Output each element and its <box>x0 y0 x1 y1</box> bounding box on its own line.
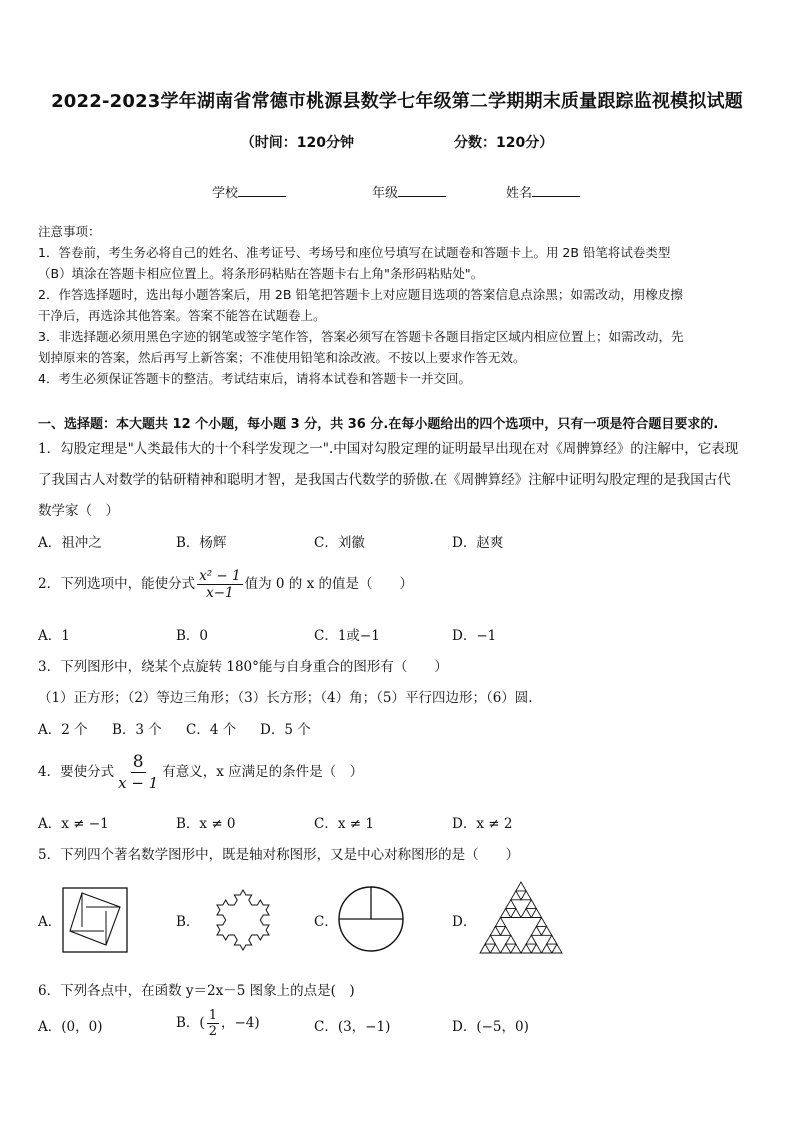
sierpinski-cell <box>531 926 541 935</box>
figure-b-koch-snowflake <box>200 876 286 962</box>
notes-line: 4．考生必须保证答题卡的整洁。考试结束后，请将本试卷和答题卡一并交回。 <box>38 371 471 386</box>
q5-stem: 5．下列四个著名数学图形中，既是轴对称图形，又是中心对称图形的是（ ） <box>38 847 520 863</box>
sierpinski-cell <box>501 944 511 953</box>
notes-line: （B）填涂在答题卡相应位置上。将条形码粘贴在答题卡右上角"条形码粘贴处"。 <box>38 266 484 281</box>
q2-option-c[interactable]: C．1或−1 <box>314 628 380 644</box>
exam-score: 分数：120分） <box>454 135 554 151</box>
sierpinski-cell <box>547 935 557 944</box>
school-field[interactable]: 学校 <box>212 182 286 201</box>
notes-line: 1．答卷前，考生务必将自己的姓名、准考证号、考场号和座位号填写在试题卷和答题卡上。用 2B 铅笔将试卷类型 <box>38 245 671 260</box>
q2-option-b[interactable]: B．0 <box>176 628 209 644</box>
q5-option-d[interactable]: D． <box>452 914 477 930</box>
sierpinski-cell <box>521 909 531 918</box>
notes-block <box>38 221 683 389</box>
q5-option-a[interactable]: A． <box>38 914 62 930</box>
sierpinski-cell <box>526 900 536 909</box>
q4-option-c[interactable]: C．x ≠ 1 <box>314 816 374 832</box>
q2-fraction: $\frac{\text{x² − 1}}{x-1}$ <box>199 568 241 601</box>
q4-fraction: $\frac{8}{x - 1}$ <box>118 752 159 792</box>
sierpinski-cell <box>490 926 500 935</box>
q2-option-d[interactable]: D．−1 <box>452 628 497 644</box>
q6-option-b[interactable]: B．( $\frac{1}{2}$ ，−4) <box>176 1008 260 1039</box>
sierpinski-cell <box>495 918 505 927</box>
sierpinski-cell <box>521 891 531 900</box>
q1-option-a[interactable]: A．祖冲之 <box>38 535 102 551</box>
q1-line: 数学家（ ） <box>38 503 119 519</box>
q6-fraction: $\frac{1}{2}$ <box>208 1008 217 1039</box>
sierpinski-cell <box>501 926 511 935</box>
sierpinski-cell <box>480 944 490 953</box>
q4-option-b[interactable]: B．x ≠ 0 <box>176 816 236 832</box>
sierpinski-cell <box>542 926 552 935</box>
q1-option-d[interactable]: D．赵爽 <box>452 535 504 551</box>
section-heading: 一、选择题：本大题共 12 个小题，每小题 3 分，共 36 分.在每小题给出的四个选项中，只有一项是符合题目要求的. <box>38 417 719 432</box>
sierpinski-cell <box>490 944 500 953</box>
q1-option-c[interactable]: C．刘徽 <box>314 535 365 551</box>
q6-stem: 6．下列各点中，在函数 y＝2x－5 图象上的点是( ) <box>38 983 355 999</box>
figure-d-sierpinski-triangle <box>478 880 564 956</box>
sierpinski-cell <box>511 909 521 918</box>
q3-stem: 3．下列图形中，绕某个点旋转 180°能与自身重合的图形有（ ） <box>38 659 448 675</box>
q6-option-a[interactable]: A．(0，0) <box>38 1019 103 1035</box>
sierpinski-cell <box>542 944 552 953</box>
sierpinski-cell <box>511 944 521 953</box>
q3-option-c[interactable]: C．4 个 <box>186 722 237 738</box>
q6-option-d[interactable]: D．(−5，0) <box>452 1019 529 1035</box>
exam-meta <box>0 132 794 152</box>
q4-stem: 4．要使分式 $\frac{8}{x - 1}$ 有意义，x 应满足的条件是（ ） <box>38 752 364 792</box>
notes-line: 干净后，再选涂其他答案。答案不能答在试题卷上。 <box>38 308 326 323</box>
q1-option-b[interactable]: B．杨辉 <box>176 535 227 551</box>
q3-option-a[interactable]: A．2 个 <box>38 722 88 738</box>
q3-option-d[interactable]: D．5 个 <box>260 722 311 738</box>
name-field[interactable]: 姓名 <box>506 182 580 201</box>
sierpinski-cell <box>552 944 562 953</box>
q4-option-a[interactable]: A．x ≠ −1 <box>38 816 109 832</box>
sierpinski-cell <box>506 935 516 944</box>
sierpinski-cell <box>516 882 526 891</box>
grade-field[interactable]: 年级 <box>372 182 446 201</box>
sierpinski-cell <box>485 935 495 944</box>
sierpinski-cell <box>536 918 546 927</box>
q1-line: 1．勾股定理是"人类最伟大的十个科学发现之一".中国对勾股定理的证明最早出现在对《周髀算经》的注解中，它表现 <box>38 441 739 457</box>
q2-stem: 2．下列选项中，能使分式 $\frac{\text{x² − 1}}{x-1}$ 值为 0 的 x 的值是（ ） <box>38 568 413 601</box>
page-title: 2022-2023学年湖南省常德市桃源县数学七年级第二学期期末质量跟踪监视模拟试题 <box>51 91 743 112</box>
q5-option-b[interactable]: B． <box>176 914 200 930</box>
figure-a-pythagoras-square <box>62 887 128 953</box>
q4-option-d[interactable]: D．x ≠ 2 <box>452 816 513 832</box>
exam-time: （时间：120分钟 <box>240 135 354 151</box>
notes-heading: 注意事项： <box>38 224 101 239</box>
figure-c-circle-diameter <box>336 884 406 954</box>
notes-line: 3．非选择题必须用黑色字迹的钢笔或签字笔作答，答案必须写在答题卡各题目指定区域内相应位置上；如需改动，先 <box>38 329 684 344</box>
q1-line: 了我国古人对数学的钻研精神和聪明才智，是我国古代数学的骄傲.在《周髀算经》注解中证明勾股定理的是我国古代 <box>38 472 731 488</box>
notes-line: 划掉原来的答案，然后再写上新答案；不准使用铅笔和涂改液。不按以上要求作答无效。 <box>38 350 526 365</box>
q6-option-c[interactable]: C．(3，−1) <box>314 1019 391 1035</box>
sierpinski-cell <box>521 944 531 953</box>
sierpinski-cell <box>531 944 541 953</box>
q3-option-b[interactable]: B．3 个 <box>112 722 162 738</box>
q3-detail: （1）正方形；（2）等边三角形；（3）长方形；（4）角；（5）平行四边形；（6）圆. <box>38 690 533 706</box>
notes-line: 2．作答选择题时，选出每小题答案后，用 2B 铅笔把答题卡上对应题目选项的答案信息点涂黑；如需改动，用橡皮擦 <box>38 287 683 302</box>
sierpinski-cell <box>511 891 521 900</box>
sierpinski-cell <box>531 909 541 918</box>
q2-option-a[interactable]: A．1 <box>38 628 70 644</box>
sierpinski-cell <box>506 900 516 909</box>
q5-option-c[interactable]: C． <box>314 914 338 930</box>
sierpinski-cell <box>501 909 511 918</box>
sierpinski-cell <box>526 935 536 944</box>
